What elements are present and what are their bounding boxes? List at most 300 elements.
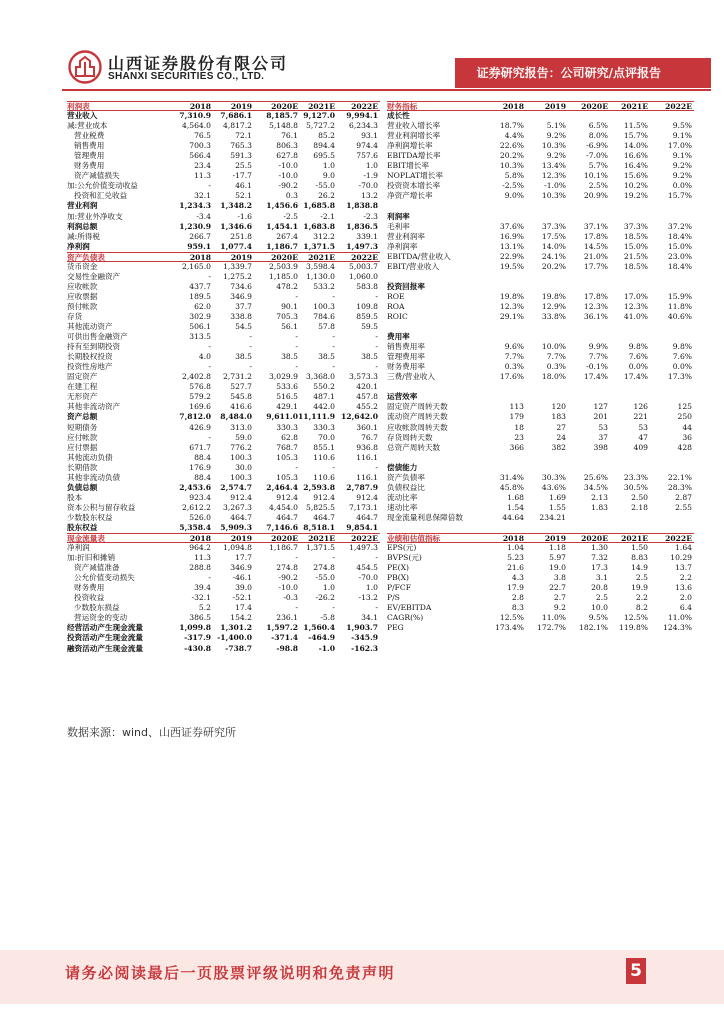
cell-value: -317.9 xyxy=(184,633,211,643)
cell-value: -90.2 xyxy=(278,573,298,583)
cell-value: 2.5% xyxy=(588,181,608,191)
cell-value: 17.4 xyxy=(235,603,252,613)
row-label: PB(X) xyxy=(387,573,410,583)
table-row xyxy=(67,312,380,322)
cell-value: 8,484.0 xyxy=(220,412,252,422)
row-label: 业绩和估值指标 xyxy=(387,534,441,544)
cell-value: -371.4 xyxy=(271,633,298,643)
cell-value: 4.4% xyxy=(504,131,524,141)
row-label: P/S xyxy=(387,593,400,603)
cell-value: 6.4 xyxy=(679,603,692,613)
cell-value: 20.9% xyxy=(583,191,608,201)
cell-value: 9.2 xyxy=(553,603,566,613)
cell-value: 15.0% xyxy=(667,241,692,251)
cell-value: 3.8 xyxy=(553,573,566,583)
table-row xyxy=(387,262,694,272)
table-row xyxy=(387,623,694,633)
cell-value: 116.1 xyxy=(356,452,378,462)
cell-value: 1.54 xyxy=(507,502,524,512)
table-row xyxy=(67,543,380,553)
cell-value: 10.1% xyxy=(583,171,608,181)
table-row xyxy=(387,493,694,503)
cell-value: 776.2 xyxy=(230,442,252,452)
cell-value: -1.6 xyxy=(237,211,252,221)
cell-value: - xyxy=(375,462,378,472)
cell-value: -10.0 xyxy=(278,161,298,171)
page-header xyxy=(0,0,724,100)
cell-value: 10.3% xyxy=(541,141,566,151)
data-source-note: 数据来源：wind、山西证券研究所 xyxy=(67,726,237,739)
cell-value: -32.1 xyxy=(191,593,211,603)
cell-value: 2.50 xyxy=(631,492,648,502)
cell-value: 339.1 xyxy=(356,231,378,241)
table-row xyxy=(387,302,694,312)
cell-value: 4.0 xyxy=(198,352,211,362)
cell-value: - xyxy=(208,271,211,281)
table-row xyxy=(67,453,380,463)
row-label: 资产减值损失 xyxy=(74,171,120,181)
cell-value: 1.50 xyxy=(631,543,648,553)
table-row xyxy=(67,191,380,201)
table-row xyxy=(67,583,380,593)
table-header-row xyxy=(387,101,694,111)
cell-value: 23.3% xyxy=(623,472,648,482)
cell-value: 2.5 xyxy=(595,593,608,603)
cell-value: 100.3 xyxy=(230,472,252,482)
cell-value: 2.87 xyxy=(675,492,692,502)
cell-value: 19.2% xyxy=(623,191,648,201)
cell-value: 32.1 xyxy=(194,191,211,201)
cell-value: -1,400.0 xyxy=(217,633,252,643)
cell-value: 126 xyxy=(633,402,648,412)
table-row xyxy=(387,201,694,211)
cell-value: 7.7% xyxy=(546,352,566,362)
row-label: 现金流量表 xyxy=(67,534,105,544)
cell-value: -55.0 xyxy=(315,181,335,191)
cell-value: 7,812.0 xyxy=(179,412,211,422)
cell-value: 21.0% xyxy=(583,251,608,261)
cell-value: 47 xyxy=(638,432,648,442)
cell-value: 37.1% xyxy=(583,221,608,231)
cell-value: -162.3 xyxy=(351,643,378,653)
table-row xyxy=(67,553,380,563)
row-label: 营业利润率 xyxy=(387,231,425,241)
cell-value: 57.8 xyxy=(318,322,335,332)
cell-value: -17.7 xyxy=(232,171,252,181)
cell-value: 5.2 xyxy=(198,603,211,613)
cell-value: 9.2% xyxy=(672,171,692,181)
cell-value: 2021E xyxy=(308,102,335,111)
cell-value: 526.0 xyxy=(189,512,211,522)
cell-value: 464.7 xyxy=(276,512,298,522)
cell-value: 0.3% xyxy=(546,362,566,372)
row-label: CAGR(%) xyxy=(387,613,424,623)
table-row xyxy=(387,382,694,392)
cell-value: 14.0% xyxy=(623,141,648,151)
cell-value: 705.3 xyxy=(276,311,298,321)
cell-value: 250 xyxy=(677,412,692,422)
cell-value: 1,371.5 xyxy=(303,241,335,251)
table-row xyxy=(387,443,694,453)
cell-value: 2.5 xyxy=(635,573,648,583)
cell-value: 464.7 xyxy=(356,512,378,522)
cell-value: 43.6% xyxy=(541,482,566,492)
table-header-row xyxy=(67,533,380,543)
table-row xyxy=(67,493,380,503)
cell-value: 1.18 xyxy=(549,543,566,553)
cell-value: 627.8 xyxy=(276,151,298,161)
row-label: 财务费用 xyxy=(74,161,105,171)
cell-value: 583.8 xyxy=(356,281,378,291)
cell-value: 24.1% xyxy=(541,251,566,261)
cell-value: 1,685.8 xyxy=(303,201,335,211)
cell-value: 266.7 xyxy=(189,231,211,241)
cell-value: 19.8% xyxy=(541,291,566,301)
cell-value: 2.55 xyxy=(675,502,692,512)
cell-value: 912.4 xyxy=(356,492,378,502)
cell-value: 20.2% xyxy=(499,151,524,161)
cell-value: 46.1 xyxy=(235,181,252,191)
table-row xyxy=(387,453,694,463)
cell-value: 37.7 xyxy=(235,301,252,311)
cell-value: 110.6 xyxy=(313,452,335,462)
cell-value: 527.7 xyxy=(230,382,252,392)
cell-value: 22.9% xyxy=(499,251,524,261)
cell-value: 1,597.2 xyxy=(266,623,298,633)
table-row xyxy=(387,563,694,573)
table-row xyxy=(387,121,694,131)
cell-value: 700.3 xyxy=(189,141,211,151)
row-label: 减:营业成本 xyxy=(67,121,108,131)
row-label: 资产负债表 xyxy=(67,252,105,262)
cell-value: 1.0 xyxy=(365,583,378,593)
cell-value: 19.0 xyxy=(549,563,566,573)
cell-value: 11.3 xyxy=(194,553,211,563)
cell-value: 959.1 xyxy=(187,241,211,251)
cell-value: 302.9 xyxy=(189,311,211,321)
cell-value: -345.9 xyxy=(351,633,378,643)
row-label: 净利润率 xyxy=(387,241,418,251)
cell-value: - xyxy=(375,332,378,342)
cell-value: 2018 xyxy=(189,102,211,111)
cell-value: 23 xyxy=(514,432,524,442)
cell-value: 8.0% xyxy=(588,131,608,141)
row-label: 销售费用 xyxy=(74,141,105,151)
table-row xyxy=(387,141,694,151)
cell-value: -26.2 xyxy=(315,593,335,603)
cell-value: 455.2 xyxy=(356,402,378,412)
cell-value: 1.64 xyxy=(675,543,692,553)
cell-value: 29.1% xyxy=(499,311,524,321)
cell-value: 1,099.8 xyxy=(179,623,211,633)
table-row xyxy=(67,111,380,121)
cell-value: 13.4% xyxy=(541,161,566,171)
cell-value: 2.18 xyxy=(631,502,648,512)
section-heading-row xyxy=(387,392,694,402)
cell-value: 4,564.0 xyxy=(182,121,211,131)
cell-value: - xyxy=(295,362,298,372)
cell-value: 24 xyxy=(556,432,566,442)
cell-value: 70.0 xyxy=(318,432,335,442)
row-label: 财务费用率 xyxy=(387,362,425,372)
cell-value: 0.0% xyxy=(672,362,692,372)
cell-value: 9,127.0 xyxy=(303,111,335,121)
cell-value: 116.1 xyxy=(356,472,378,482)
cell-value: -55.0 xyxy=(315,573,335,583)
cell-value: 9.2% xyxy=(546,151,566,161)
cell-value: 1.55 xyxy=(549,502,566,512)
table-row xyxy=(67,382,380,392)
cell-value: 3,368.0 xyxy=(306,372,335,382)
cell-value: 912.4 xyxy=(313,492,335,502)
table-row xyxy=(387,272,694,282)
cell-value: - xyxy=(208,342,211,352)
table-row xyxy=(67,362,380,372)
cell-value: - xyxy=(295,603,298,613)
row-label: 负债权益比 xyxy=(387,482,425,492)
cell-value: 21.5% xyxy=(623,251,648,261)
cell-value: 54.5 xyxy=(235,322,252,332)
cell-value: -7.0% xyxy=(586,151,608,161)
cell-value: 1,060.0 xyxy=(349,271,378,281)
cell-value: - xyxy=(249,362,252,372)
row-label: 经营活动产生现金流量 xyxy=(67,623,143,633)
cell-value: 39.4 xyxy=(194,583,211,593)
table-row xyxy=(67,352,380,362)
table-row xyxy=(67,161,380,171)
cell-value: 17.7% xyxy=(583,261,608,271)
row-label: 净利润增长率 xyxy=(387,141,433,151)
cell-value: 17.6% xyxy=(499,372,524,382)
cell-value: 1,497.3 xyxy=(346,241,378,251)
cell-value: - xyxy=(375,553,378,563)
page-number: 5 xyxy=(626,958,646,984)
cell-value: 2020E xyxy=(581,102,608,111)
cell-value: -2.1 xyxy=(320,211,335,221)
table-row xyxy=(67,272,380,282)
table-row xyxy=(387,342,694,352)
cell-value: - xyxy=(208,181,211,191)
row-label: 资产减值准备 xyxy=(74,563,120,573)
cell-value: 8.2 xyxy=(635,603,648,613)
cell-value: - xyxy=(332,553,335,563)
financial-indicators-table xyxy=(387,101,694,633)
cell-value: 5.97 xyxy=(549,553,566,563)
table-row xyxy=(387,523,694,533)
cell-value: 2,464.4 xyxy=(266,482,298,492)
cell-value: 1,348.2 xyxy=(220,201,252,211)
cell-value: 9,611.0 xyxy=(266,412,298,422)
cell-value: 2018 xyxy=(189,252,211,262)
cell-value: - xyxy=(332,362,335,372)
cell-value: 13.2 xyxy=(361,191,378,201)
table-header-row xyxy=(387,533,694,543)
cell-value: 154.2 xyxy=(230,613,252,623)
cell-value: 437.7 xyxy=(189,281,211,291)
cell-value: 18.7% xyxy=(499,121,524,131)
cell-value: 1,185.0 xyxy=(269,271,298,281)
cell-value: 5,148.8 xyxy=(269,121,298,131)
cell-value: 6.5% xyxy=(588,121,608,131)
row-label: 应付帐款 xyxy=(67,432,98,442)
cell-value: 18.5% xyxy=(623,261,648,271)
row-label: 销售费用率 xyxy=(387,342,425,352)
row-label: 加:营业外净收支 xyxy=(67,211,123,221)
row-label: 存货周转天数 xyxy=(387,432,433,442)
cell-value: 15.0% xyxy=(623,241,648,251)
row-label: 加:折旧和摊销 xyxy=(67,553,116,563)
row-label: 财务费用 xyxy=(74,583,105,593)
cell-value: 398 xyxy=(593,442,608,452)
cell-value: 7.6% xyxy=(672,352,692,362)
cell-value: 125 xyxy=(677,402,692,412)
cell-value: 12.5% xyxy=(499,613,524,623)
cell-value: - xyxy=(332,342,335,352)
cell-value: 23.0% xyxy=(667,251,692,261)
cell-value: 7.7% xyxy=(588,352,608,362)
cell-value: 964.2 xyxy=(189,543,211,553)
cell-value: 923.4 xyxy=(189,492,211,502)
cell-value: 11.0% xyxy=(667,613,692,623)
row-label: NOPLAT增长率 xyxy=(387,171,443,181)
cell-value: 0.3 xyxy=(285,191,298,201)
cell-value: 12.3% xyxy=(499,301,524,311)
cell-value: 105.3 xyxy=(276,472,298,482)
cell-value: 119.8% xyxy=(619,623,648,633)
cell-value: 13.6 xyxy=(675,583,692,593)
cell-value: 274.8 xyxy=(276,563,298,573)
cell-value: 12.3% xyxy=(583,301,608,311)
cell-value: 591.3 xyxy=(230,151,252,161)
cell-value: 17.0% xyxy=(623,291,648,301)
table-row xyxy=(387,573,694,583)
cell-value: 22.7 xyxy=(549,583,566,593)
cell-value: 1,130.0 xyxy=(306,271,335,281)
cell-value: 33.8% xyxy=(541,311,566,321)
row-label: 长期借款 xyxy=(67,462,98,472)
cell-value: 3,573.3 xyxy=(349,372,378,382)
table-row xyxy=(67,412,380,422)
table-row xyxy=(67,181,380,191)
row-label: 其他非流动资产 xyxy=(67,402,121,412)
cell-value: 14.0% xyxy=(541,241,566,251)
cell-value: -430.8 xyxy=(184,643,211,653)
section-heading-row xyxy=(387,212,694,222)
cell-value: - xyxy=(249,342,252,352)
cell-value: -2.5 xyxy=(283,211,298,221)
row-label: 净利润 xyxy=(67,241,90,251)
row-label: EBITDA增长率 xyxy=(387,151,441,161)
cell-value: -1.9 xyxy=(363,171,378,181)
table-row xyxy=(387,252,694,262)
cell-value: 234.21 xyxy=(539,512,566,522)
cell-value: - xyxy=(332,462,335,472)
table-row xyxy=(387,171,694,181)
cell-value: 429.1 xyxy=(276,402,298,412)
row-label: ROIC xyxy=(387,311,408,321)
row-label: 三费/营业收入 xyxy=(387,372,436,382)
row-label: EBITDA/营业收入 xyxy=(387,251,451,261)
cell-value: 7,173.1 xyxy=(349,502,378,512)
cell-value: 2018 xyxy=(502,534,524,544)
row-label: 应收帐款周转天数 xyxy=(387,422,448,432)
section-heading-row xyxy=(387,111,694,121)
cell-value: 1,094.8 xyxy=(223,543,252,553)
table-row xyxy=(387,603,694,613)
cell-value: 10.0% xyxy=(541,342,566,352)
row-label: 现金流量利息保障倍数 xyxy=(387,512,463,522)
row-label: 持有至到期投资 xyxy=(67,342,121,352)
cell-value: -10.0 xyxy=(278,171,298,181)
cell-value: 183 xyxy=(551,412,566,422)
cell-value: 330.3 xyxy=(313,422,335,432)
cell-value: 127 xyxy=(593,402,608,412)
cell-value: 1.0 xyxy=(322,161,335,171)
cell-value: 21.6 xyxy=(507,563,524,573)
cell-value: - xyxy=(332,603,335,613)
cell-value: - xyxy=(295,553,298,563)
cell-value: 2022E xyxy=(351,102,378,111)
cell-value: 10.3% xyxy=(541,191,566,201)
table-row xyxy=(67,131,380,141)
row-label: 其他流动资产 xyxy=(67,322,113,332)
table-row xyxy=(67,483,380,493)
cell-value: 1,275.2 xyxy=(223,271,252,281)
table-row xyxy=(387,292,694,302)
cell-value: 1,836.5 xyxy=(346,221,378,231)
row-label: 可供出售金融资产 xyxy=(67,332,128,342)
row-label: 负债总额 xyxy=(67,482,98,492)
row-label: 运营效率 xyxy=(387,392,418,402)
cell-value: 2,731.2 xyxy=(223,372,252,382)
cell-value: 109.8 xyxy=(356,301,378,311)
row-label: 长期股权投资 xyxy=(67,352,113,362)
cell-value: 1,077.4 xyxy=(220,241,252,251)
cell-value: 7.7% xyxy=(504,352,524,362)
cell-value: 936.8 xyxy=(356,442,378,452)
cell-value: 313.0 xyxy=(230,422,252,432)
row-label: 财务指标 xyxy=(387,102,418,111)
cell-value: 53 xyxy=(598,422,608,432)
cell-value: 533.2 xyxy=(313,281,335,291)
table-header-row xyxy=(67,101,380,111)
cell-value: 1,186.7 xyxy=(269,543,298,553)
table-row xyxy=(67,212,380,222)
cell-value: - xyxy=(295,332,298,342)
company-name-cn: 山西证券股份有限公司 xyxy=(108,54,289,73)
cell-value: 4,817.2 xyxy=(223,121,252,131)
row-label: 固定资产 xyxy=(67,372,98,382)
row-label: 利润总额 xyxy=(67,221,98,231)
table-row xyxy=(387,423,694,433)
cell-value: 72.1 xyxy=(235,131,252,141)
cell-value: -52.1 xyxy=(232,593,252,603)
cell-value: 487.1 xyxy=(313,392,335,402)
cell-value: 31.4% xyxy=(499,472,524,482)
row-label: 资产总额 xyxy=(67,412,98,422)
row-label: 资产负债率 xyxy=(387,472,425,482)
table-header-row xyxy=(67,252,380,262)
cell-value: -2.3 xyxy=(363,211,378,221)
cell-value: 2,574.7 xyxy=(220,482,252,492)
row-label: EV/EBITDA xyxy=(387,603,432,613)
cell-value: 16.4% xyxy=(623,161,648,171)
cell-value: 19.8% xyxy=(499,291,524,301)
cell-value: 768.7 xyxy=(276,442,298,452)
cell-value: 59.5 xyxy=(361,322,378,332)
row-label: 加:公允价值变动收益 xyxy=(67,181,138,191)
row-label: 净资产增长率 xyxy=(387,191,433,201)
